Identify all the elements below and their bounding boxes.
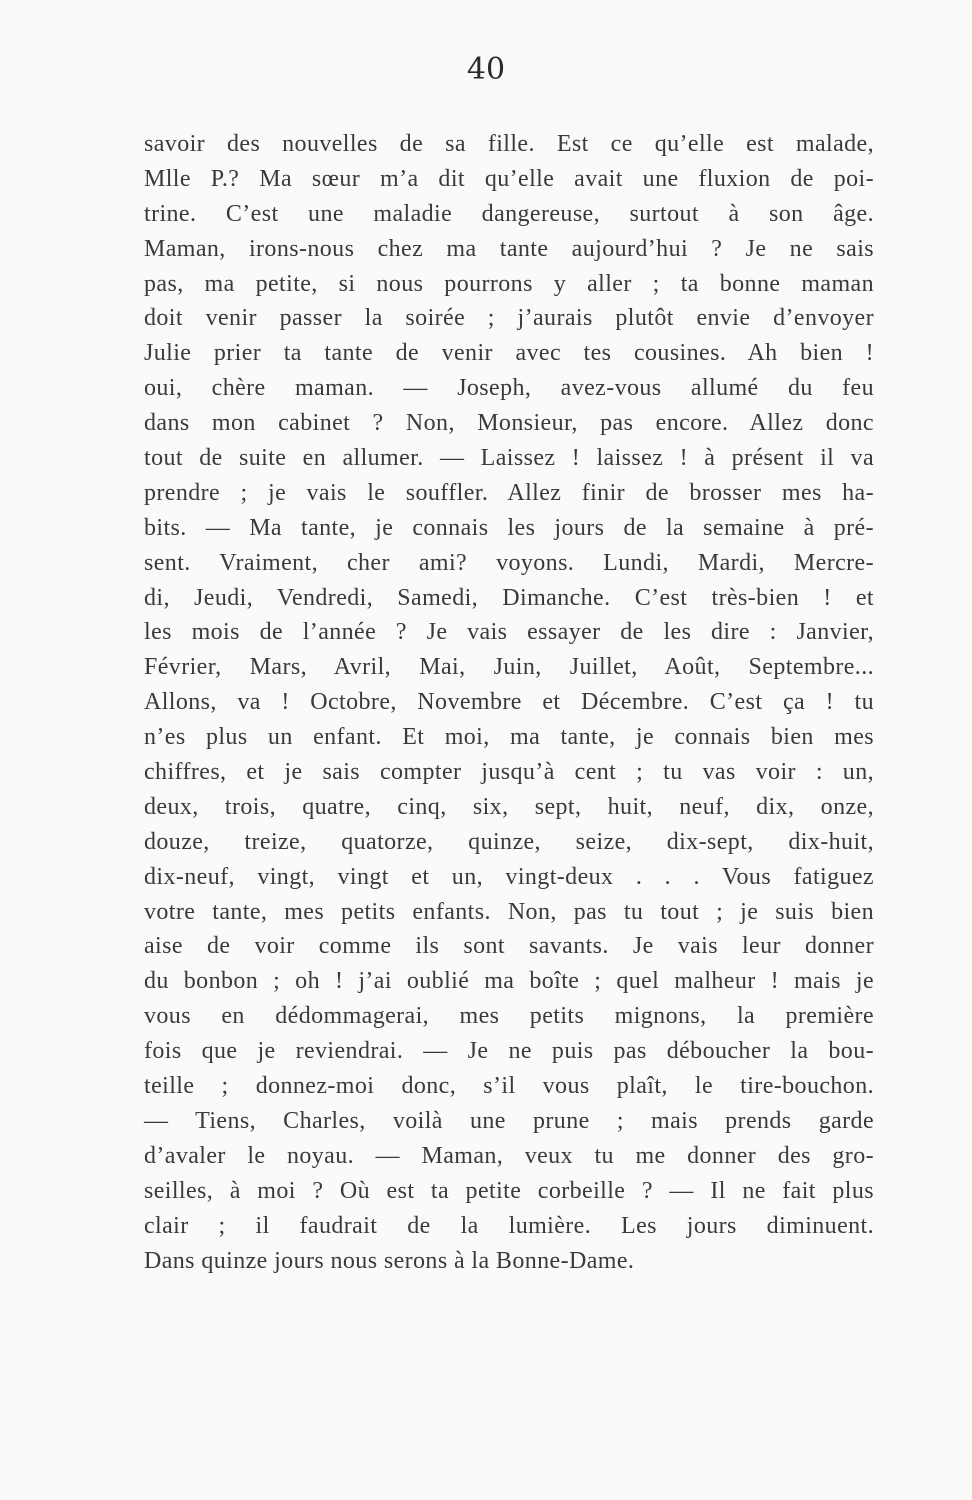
- text-line: prendre ; je vais le souffler. Allez finir de brosser mes ha-: [144, 479, 874, 506]
- text-line: pas, ma petite, si nous pourrons y aller ; ta bonne maman: [144, 270, 874, 297]
- page-number: 40: [466, 52, 506, 87]
- text-line: — Tiens, Charles, voilà une prune ; mais prends garde: [144, 1107, 874, 1134]
- text-line: aise de voir comme ils sont savants. Je vais leur donner: [144, 933, 874, 960]
- body-text: [144, 127, 874, 1278]
- text-line: Maman, irons-nous chez ma tante aujourd’hui ? Je ne sais: [144, 235, 874, 262]
- text-line: Allons, va ! Octobre, Novembre et Décembre. C’est ça ! tu: [144, 689, 874, 716]
- text-line: chiffres, et je sais compter jusqu’à cent ; tu vas voir : un,: [144, 759, 874, 786]
- text-line: Julie prier ta tante de venir avec tes cousines. Ah bien !: [144, 340, 874, 367]
- text-line: bits. — Ma tante, je connais les jours de la semaine à pré-: [144, 514, 874, 541]
- text-line: tout de suite en allumer. — Laissez ! laissez ! à présent il va: [144, 445, 874, 472]
- text-line: teille ; donnez-moi donc, s’il vous plaît, le tire-bouchon.: [144, 1073, 874, 1100]
- text-line: dix-neuf, vingt, vingt et un, vingt-deux . . . Vous fatiguez: [144, 863, 874, 890]
- text-line: di, Jeudi, Vendredi, Samedi, Dimanche. C’est très-bien ! et: [144, 584, 874, 611]
- text-line: trine. C’est une maladie dangereuse, surtout à son âge.: [144, 200, 874, 227]
- text-line: doit venir passer la soirée ; j’aurais plutôt envie d’envoyer: [144, 305, 874, 332]
- text-line: douze, treize, quatorze, quinze, seize, dix-sept, dix-huit,: [144, 828, 874, 855]
- text-line: d’avaler le noyau. — Maman, veux tu me donner des gro-: [144, 1142, 874, 1169]
- text-line: clair ; il faudrait de la lumière. Les jours diminuent.: [144, 1212, 874, 1239]
- text-line-last: Dans quinze jours nous serons à la Bonne-Dame.: [144, 1247, 635, 1274]
- text-line: sent. Vraiment, cher ami? voyons. Lundi, Mardi, Mercre-: [144, 549, 874, 576]
- text-line: savoir des nouvelles de sa fille. Est ce qu’elle est malade,: [144, 131, 874, 157]
- text-line: seilles, à moi ? Où est ta petite corbeille ? — Il ne fait plus: [144, 1177, 874, 1204]
- text-line: dans mon cabinet ? Non, Monsieur, pas encore. Allez donc: [144, 410, 874, 437]
- text-line: n’es plus un enfant. Et moi, ma tante, je connais bien mes: [144, 724, 874, 751]
- text-line: vous en dédommagerai, mes petits mignons, la première: [144, 1003, 874, 1030]
- text-line: oui, chère maman. — Joseph, avez-vous allumé du feu: [144, 375, 874, 402]
- text-line: Mlle P.? Ma sœur m’a dit qu’elle avait une fluxion de poi-: [144, 165, 874, 192]
- text-line: du bonbon ; oh ! j’ai oublié ma boîte ; quel malheur ! mais je: [144, 968, 874, 995]
- text-line: deux, trois, quatre, cinq, six, sept, huit, neuf, dix, onze,: [144, 793, 874, 820]
- text-line: votre tante, mes petits enfants. Non, pas tu tout ; je suis bien: [144, 898, 874, 925]
- text-line: les mois de l’année ? Je vais essayer de les dire : Janvier,: [144, 619, 874, 646]
- text-line: Février, Mars, Avril, Mai, Juin, Juillet, Août, Septembre...: [144, 654, 874, 681]
- text-line: fois que je reviendrai. — Je ne puis pas déboucher la bou-: [144, 1038, 874, 1065]
